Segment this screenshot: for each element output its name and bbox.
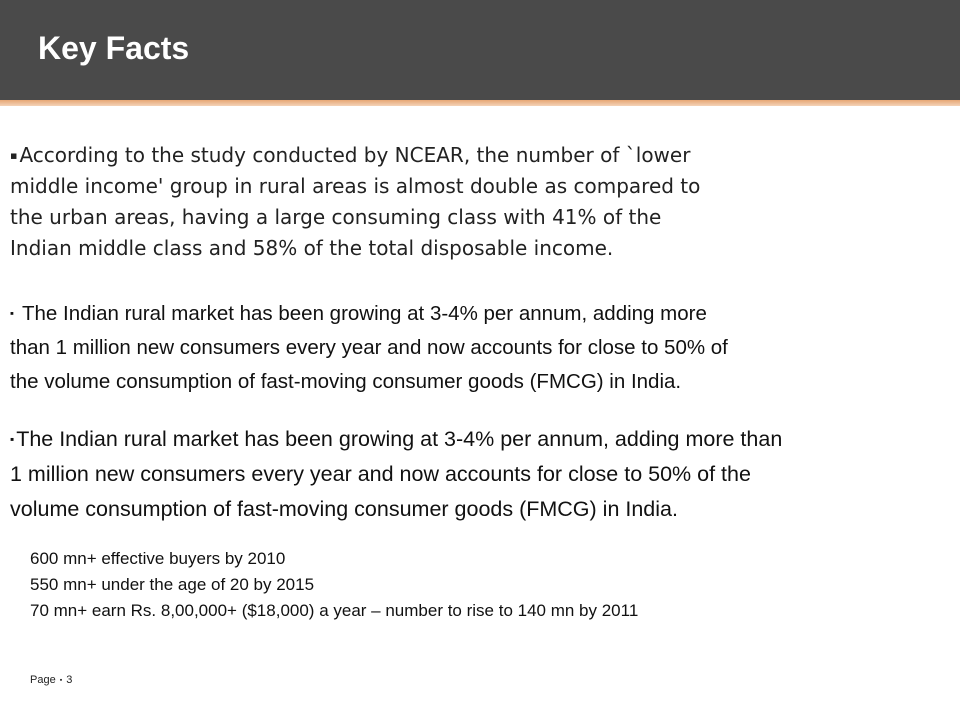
- paragraph-line: 1 million new consumers every year and now accounts for close to 50% of the: [10, 462, 751, 487]
- paragraph-line: the volume consumption of fast-moving consumer goods (FMCG) in India.: [10, 370, 682, 394]
- bullet-separator-icon: ▪: [59, 677, 63, 684]
- bullet-icon: ▪: [10, 432, 15, 447]
- paragraph-line: [10, 297, 960, 331]
- slide-header: [0, 0, 960, 100]
- fact-paragraph-3: [10, 422, 960, 527]
- line-text: The Indian rural market has been growing at 3-4% per annum, adding more: [22, 302, 707, 325]
- paragraph-line: volume consumption of fast-moving consumer goods (FMCG) in India.: [10, 497, 678, 522]
- line-text: The Indian rural market has been growing at 3-4% per annum, adding more than: [16, 427, 783, 451]
- fact-paragraph-1: [10, 140, 960, 264]
- fact-paragraph-2: [10, 297, 960, 399]
- slide-title: Key Facts: [38, 30, 190, 66]
- paragraph-line: than 1 million new consumers every year and now accounts for close to 50% of: [10, 336, 728, 360]
- paragraph-line: the urban areas, having a large consuming class with 41% of the: [10, 205, 662, 230]
- stat-item: 600 mn+ effective buyers by 2010: [30, 549, 286, 568]
- stats-list: [30, 546, 950, 624]
- page-number: 3: [66, 674, 73, 686]
- paragraph-line: Indian middle class and 58% of the total disposable income.: [10, 236, 614, 261]
- paragraph-line: [10, 140, 960, 171]
- paragraph-line: [10, 422, 960, 457]
- stat-item: 550 mn+ under the age of 20 by 2015: [30, 575, 315, 594]
- line-text: According to the study conducted by NCEAR, the number of `lower: [19, 143, 691, 167]
- accent-stripe: [0, 100, 960, 106]
- bullet-icon: ▪: [10, 308, 14, 321]
- bullet-icon: ▪: [10, 149, 18, 163]
- page-label: Page: [30, 674, 56, 686]
- stat-item: 70 mn+ earn Rs. 8,00,000+ ($18,000) a year – number to rise to 140 mn by 2011: [30, 601, 639, 620]
- paragraph-line: middle income' group in rural areas is almost double as compared to: [10, 174, 701, 199]
- page-footer: [30, 674, 72, 686]
